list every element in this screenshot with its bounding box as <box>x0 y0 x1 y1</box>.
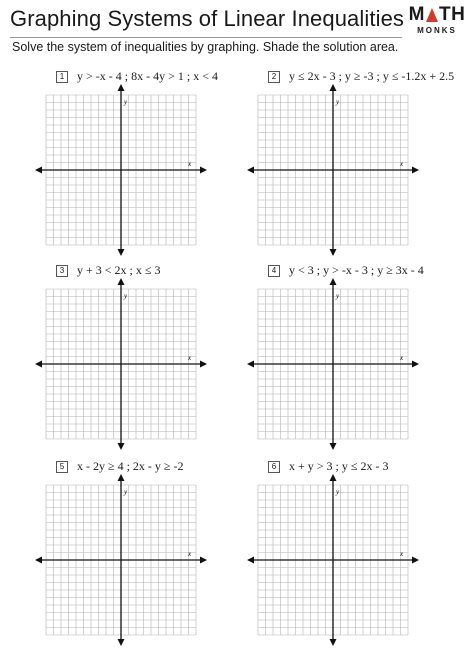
problem-equations: x - 2y ≥ 4 ; 2x - y ≥ -2 <box>77 459 184 473</box>
logo-wordmark <box>404 5 470 25</box>
problem-equations: y ≤ 2x - 3 ; y ≥ -3 ; y ≤ -1.2x + 2.5 <box>289 69 455 83</box>
x-axis-right-arrow-icon <box>412 361 419 368</box>
y-axis-down-arrow-icon <box>330 443 337 450</box>
y-axis-label: y <box>336 98 340 106</box>
y-axis-label: y <box>124 292 128 300</box>
coordinate-grid-3[interactable] <box>34 277 208 451</box>
problem-number-box: 3 <box>56 265 68 277</box>
x-axis-label: x <box>188 160 192 168</box>
y-axis-down-arrow-icon <box>330 249 337 256</box>
logo-text-right: TH <box>439 4 466 25</box>
logo-text-left: M <box>408 4 425 25</box>
y-axis-label: y <box>124 488 128 496</box>
y-axis-up-arrow-icon <box>118 474 125 481</box>
problem-5-label <box>56 459 184 474</box>
x-axis-left-arrow-icon <box>247 557 254 564</box>
x-axis-label: x <box>400 160 404 168</box>
problem-number-box: 5 <box>56 461 68 473</box>
y-axis-label: y <box>336 488 340 496</box>
problem-6-label <box>268 459 388 474</box>
y-axis-down-arrow-icon <box>118 443 125 450</box>
title-divider <box>10 37 402 38</box>
y-axis-up-arrow-icon <box>330 474 337 481</box>
logo <box>404 5 470 35</box>
coordinate-grid-6[interactable] <box>246 473 420 647</box>
x-axis-label: x <box>400 354 404 362</box>
y-axis-down-arrow-icon <box>330 639 337 646</box>
x-axis-left-arrow-icon <box>35 361 42 368</box>
coordinate-grid-5[interactable] <box>34 473 208 647</box>
x-axis-right-arrow-icon <box>412 167 419 174</box>
x-axis-right-arrow-icon <box>200 167 207 174</box>
page-title: Graphing Systems of Linear Inequalities <box>10 6 405 31</box>
problem-number-box: 6 <box>268 461 280 473</box>
coordinate-grid-4[interactable] <box>246 277 420 451</box>
problem-number-box: 1 <box>56 71 68 83</box>
y-axis-label: y <box>336 292 340 300</box>
x-axis-label: x <box>188 354 192 362</box>
x-axis-label: x <box>188 550 192 558</box>
y-axis-down-arrow-icon <box>118 639 125 646</box>
x-axis-label: x <box>400 550 404 558</box>
problem-3-label <box>56 263 160 278</box>
logo-subtext: MONKS <box>417 26 457 35</box>
y-axis-up-arrow-icon <box>330 84 337 91</box>
problem-equations: y < 3 ; y > -x - 3 ; y ≥ 3x - 4 <box>289 263 424 277</box>
problem-2-label <box>268 69 454 84</box>
x-axis-left-arrow-icon <box>247 167 254 174</box>
x-axis-right-arrow-icon <box>200 557 207 564</box>
y-axis-up-arrow-icon <box>118 278 125 285</box>
coordinate-grid-1[interactable] <box>34 83 208 257</box>
x-axis-left-arrow-icon <box>35 557 42 564</box>
problem-equations: y > -x - 4 ; 8x - 4y > 1 ; x < 4 <box>77 69 218 83</box>
problem-number-box: 2 <box>268 71 280 83</box>
problem-equations: y + 3 < 2x ; x ≤ 3 <box>77 263 161 277</box>
instruction-text: Solve the system of inequalities by graphing. Shade the solution area. <box>12 40 399 54</box>
y-axis-up-arrow-icon <box>330 278 337 285</box>
x-axis-right-arrow-icon <box>200 361 207 368</box>
problem-4-label <box>268 263 424 278</box>
problem-equations: x + y > 3 ; y ≤ 2x - 3 <box>289 459 389 473</box>
x-axis-right-arrow-icon <box>412 557 419 564</box>
problem-number-box: 4 <box>268 265 280 277</box>
y-axis-label: y <box>124 98 128 106</box>
x-axis-left-arrow-icon <box>35 167 42 174</box>
problem-1-label <box>56 69 218 84</box>
y-axis-up-arrow-icon <box>118 84 125 91</box>
x-axis-left-arrow-icon <box>247 361 254 368</box>
logo-triangle-icon <box>426 8 438 22</box>
coordinate-grid-2[interactable] <box>246 83 420 257</box>
y-axis-down-arrow-icon <box>118 249 125 256</box>
